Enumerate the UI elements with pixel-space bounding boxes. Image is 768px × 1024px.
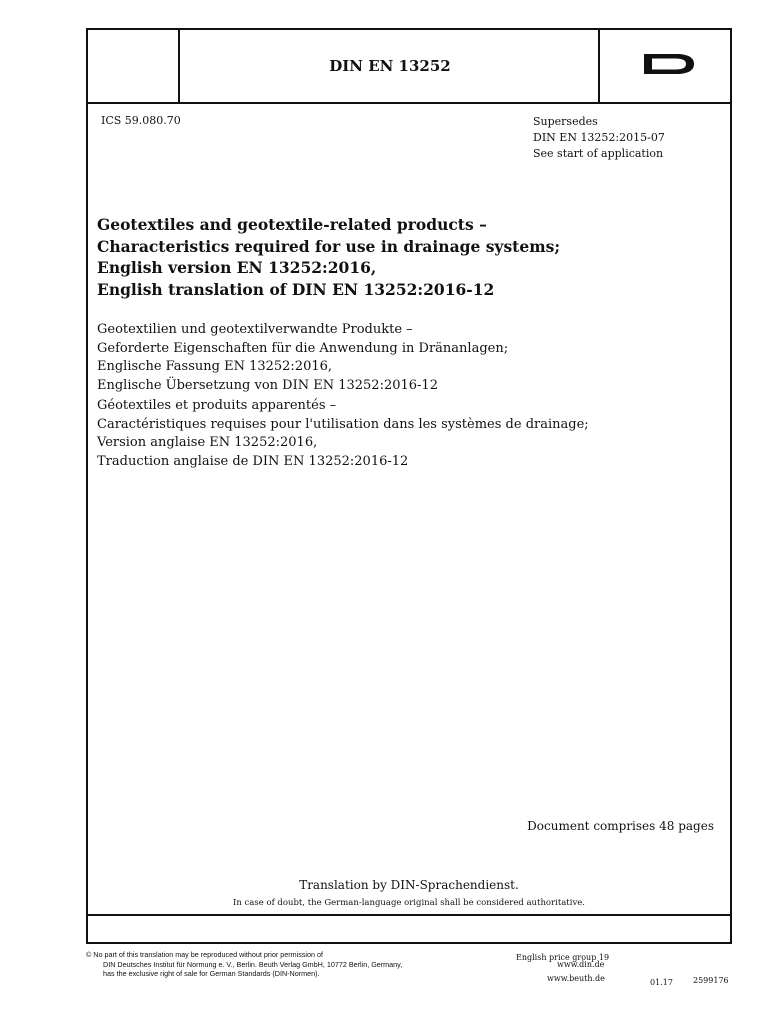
title-line: Englische Fassung EN 13252:2016, <box>97 359 333 374</box>
title-line: English version EN 13252:2016, <box>97 258 377 277</box>
document-number: DIN EN 13252 <box>329 57 451 75</box>
title-line: English translation of DIN EN 13252:2016-12 <box>97 279 495 299</box>
header-cell-left <box>88 30 180 102</box>
copyright-line: © No part of this translation may be reproduced without prior permission of <box>86 950 324 959</box>
translation-note: Translation by DIN-Sprachendienst. <box>299 878 519 892</box>
title-english <box>97 214 717 300</box>
title-german <box>97 321 717 395</box>
header-cell-logo <box>602 30 730 102</box>
see-start-note: See start of application <box>533 147 664 160</box>
supersedes-label: Supersedes <box>533 115 598 128</box>
price-group: English price group 19 <box>516 953 610 962</box>
title-line: Géotextiles et produits apparentés – <box>97 398 337 413</box>
beuth-url-link[interactable]: www.beuth.de <box>547 974 605 983</box>
page-count: Document comprises 48 pages <box>527 819 714 833</box>
title-line: Englische Übersetzung von DIN EN 13252:2016-12 <box>97 377 438 393</box>
header-cell-title <box>182 30 600 102</box>
authority-note: In case of doubt, the German-language original shall be considered authoritative. <box>233 898 585 908</box>
din-d-logo-icon <box>642 52 696 76</box>
copyright-line: DIN Deutsches Institut für Normung e. V., Berlin. Beuth Verlag GmbH, 10772 Berlin, Germany, <box>103 959 403 969</box>
supersedes-block <box>533 114 665 162</box>
copyright-line: has the exclusive right of sale for German Standards (DIN-Normen). <box>103 969 320 978</box>
din-url-link[interactable]: www.din.de <box>557 960 605 969</box>
title-line: Characteristics required for use in drainage systems; <box>97 236 561 256</box>
copyright-notice <box>86 950 402 979</box>
title-line: Geotextiles and geotextile-related products – <box>97 215 487 234</box>
header-bar <box>88 30 730 104</box>
bottom-divider <box>88 914 730 916</box>
cover-frame <box>86 28 732 944</box>
title-line: Geotextilien und geotextilverwandte Produkte – <box>97 322 413 337</box>
supersedes-doc: DIN EN 13252:2015-07 <box>533 131 665 144</box>
ics-code: ICS 59.080.70 <box>101 114 181 127</box>
edition-code: 01.17 <box>650 978 673 987</box>
title-line: Geforderte Eigenschaften für die Anwendung in Dränanlagen; <box>97 340 509 356</box>
title-line: Version anglaise EN 13252:2016, <box>97 435 318 450</box>
document-id: 2599176 <box>693 976 729 985</box>
title-french <box>97 397 717 471</box>
title-line: Caractéristiques requises pour l'utilisation dans les systèmes de drainage; <box>97 416 589 432</box>
title-line: Traduction anglaise de DIN EN 13252:2016-12 <box>97 453 409 469</box>
